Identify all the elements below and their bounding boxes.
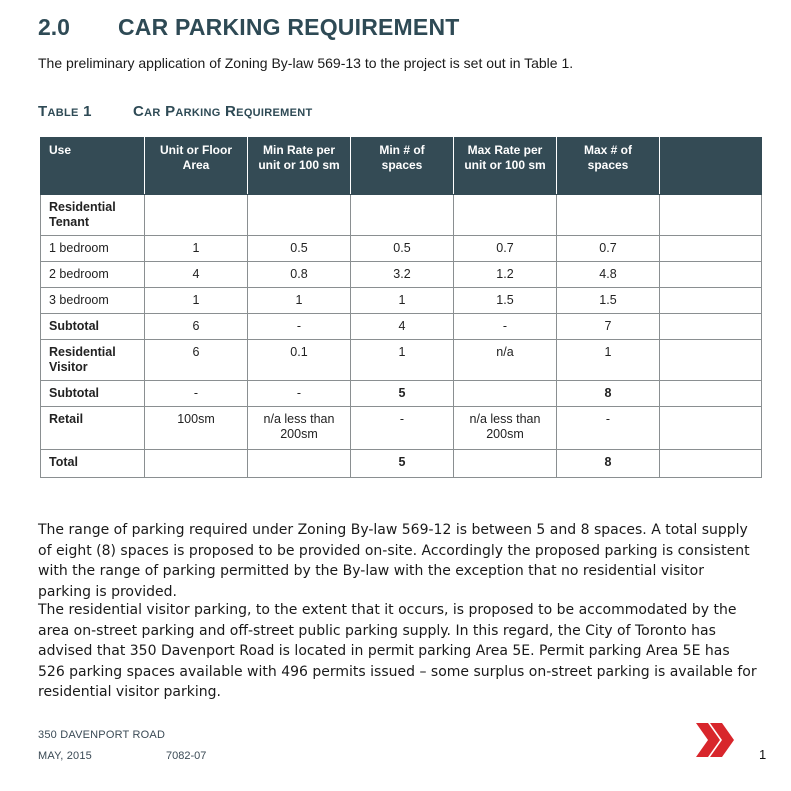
header-min-rate: Min Rate per unit or 100 sm	[248, 138, 351, 195]
cell: 7	[557, 314, 660, 340]
paragraph-visitor-parking: The residential visitor parking, to the extent that it occurs, is proposed to be accommodated by the area on-street parking and off-street public parking supply. In this regard, the City of Toronto has advised that 350 Davenport Road is located in permit parking Area 5E. Permit parking Area 5E has 526 parking spaces available with 496 permits issued – some surplus on-street parking is available for residential visitor parking.	[38, 602, 757, 700]
cell: Total	[41, 450, 145, 478]
table-number: Table 1	[38, 103, 92, 120]
cell: 1.2	[454, 262, 557, 288]
cell: -	[454, 314, 557, 340]
cell: 3.2	[351, 262, 454, 288]
cell: 4	[145, 262, 248, 288]
cell: -	[351, 407, 454, 450]
cell: -	[557, 407, 660, 450]
cell	[660, 262, 762, 288]
cell: 1	[557, 340, 660, 381]
cell	[660, 195, 762, 236]
cell	[660, 450, 762, 478]
cell: 0.7	[454, 236, 557, 262]
cell: 1.5	[454, 288, 557, 314]
section-number: 2.0	[38, 14, 70, 40]
cell: 1	[145, 236, 248, 262]
cell: 0.1	[248, 340, 351, 381]
cell: 0.8	[248, 262, 351, 288]
cell: 6	[145, 340, 248, 381]
cell	[145, 195, 248, 236]
header-max-spaces: Max # of spaces	[557, 138, 660, 195]
table-row	[41, 262, 762, 288]
cell: -	[145, 381, 248, 407]
cell: Subtotal	[41, 314, 145, 340]
cell	[557, 195, 660, 236]
cell: -	[248, 314, 351, 340]
cell	[454, 195, 557, 236]
cell: n/a less than 200sm	[454, 407, 557, 450]
parking-requirement-table	[40, 137, 762, 478]
cell: 0.5	[351, 236, 454, 262]
cell: 1	[351, 340, 454, 381]
table-header-row	[41, 138, 762, 195]
cell	[248, 450, 351, 478]
cell: 4.8	[557, 262, 660, 288]
header-max-rate: Max Rate per unit or 100 sm	[454, 138, 557, 195]
header-use: Use	[41, 138, 145, 195]
cell	[351, 195, 454, 236]
double-chevron-logo-icon	[694, 721, 736, 759]
cell: 1	[351, 288, 454, 314]
cell: -	[248, 381, 351, 407]
cell	[248, 195, 351, 236]
cell: 0.7	[557, 236, 660, 262]
header-unit-area: Unit or Floor Area	[145, 138, 248, 195]
footer-address: 350 DAVENPORT ROAD	[38, 729, 166, 741]
cell: 2 bedroom	[41, 262, 145, 288]
header-blank	[660, 138, 762, 195]
cell: Residential Visitor	[41, 340, 145, 381]
cell: n/a less than 200sm	[248, 407, 351, 450]
cell	[660, 236, 762, 262]
cell	[660, 314, 762, 340]
cell: 1 bedroom	[41, 236, 145, 262]
page-number: 1	[759, 747, 767, 762]
table-row	[41, 314, 762, 340]
table-row	[41, 340, 762, 381]
cell	[660, 288, 762, 314]
table-title: Car Parking Requirement	[133, 103, 313, 120]
cell	[454, 450, 557, 478]
cell: Subtotal	[41, 381, 145, 407]
table-row	[41, 236, 762, 262]
table-row	[41, 195, 762, 236]
cell	[660, 381, 762, 407]
table-row	[41, 407, 762, 450]
paragraph-parking-range: The range of parking required under Zoning By-law 569-12 is between 5 and 8 spaces. A total supply of eight (8) spaces is proposed to be provided on-site. Accordingly the proposed parking is consistent with the range of parking permitted by the By-law with the exception that no residential visitor parking is provided.	[38, 522, 750, 600]
cell: 1.5	[557, 288, 660, 314]
cell	[660, 340, 762, 381]
cell: 100sm	[145, 407, 248, 450]
cell: 1	[145, 288, 248, 314]
cell: 0.5	[248, 236, 351, 262]
cell	[145, 450, 248, 478]
section-title: CAR PARKING REQUIREMENT	[118, 14, 460, 40]
table-row	[41, 381, 762, 407]
footer-project-number: 7082-07	[166, 750, 207, 762]
table-row	[41, 288, 762, 314]
table-row	[41, 450, 762, 478]
cell: n/a	[454, 340, 557, 381]
cell: Retail	[41, 407, 145, 450]
header-min-spaces: Min # of spaces	[351, 138, 454, 195]
cell: 5	[351, 381, 454, 407]
cell: 1	[248, 288, 351, 314]
cell	[660, 407, 762, 450]
cell: 4	[351, 314, 454, 340]
cell	[454, 381, 557, 407]
cell: 3 bedroom	[41, 288, 145, 314]
cell: 8	[557, 450, 660, 478]
intro-text: The preliminary application of Zoning By-law 569-13 to the project is set out in Table 1.	[38, 55, 574, 71]
footer-date: MAY, 2015	[38, 750, 92, 762]
cell: Residential Tenant	[41, 195, 145, 236]
cell: 5	[351, 450, 454, 478]
cell: 6	[145, 314, 248, 340]
cell: 8	[557, 381, 660, 407]
